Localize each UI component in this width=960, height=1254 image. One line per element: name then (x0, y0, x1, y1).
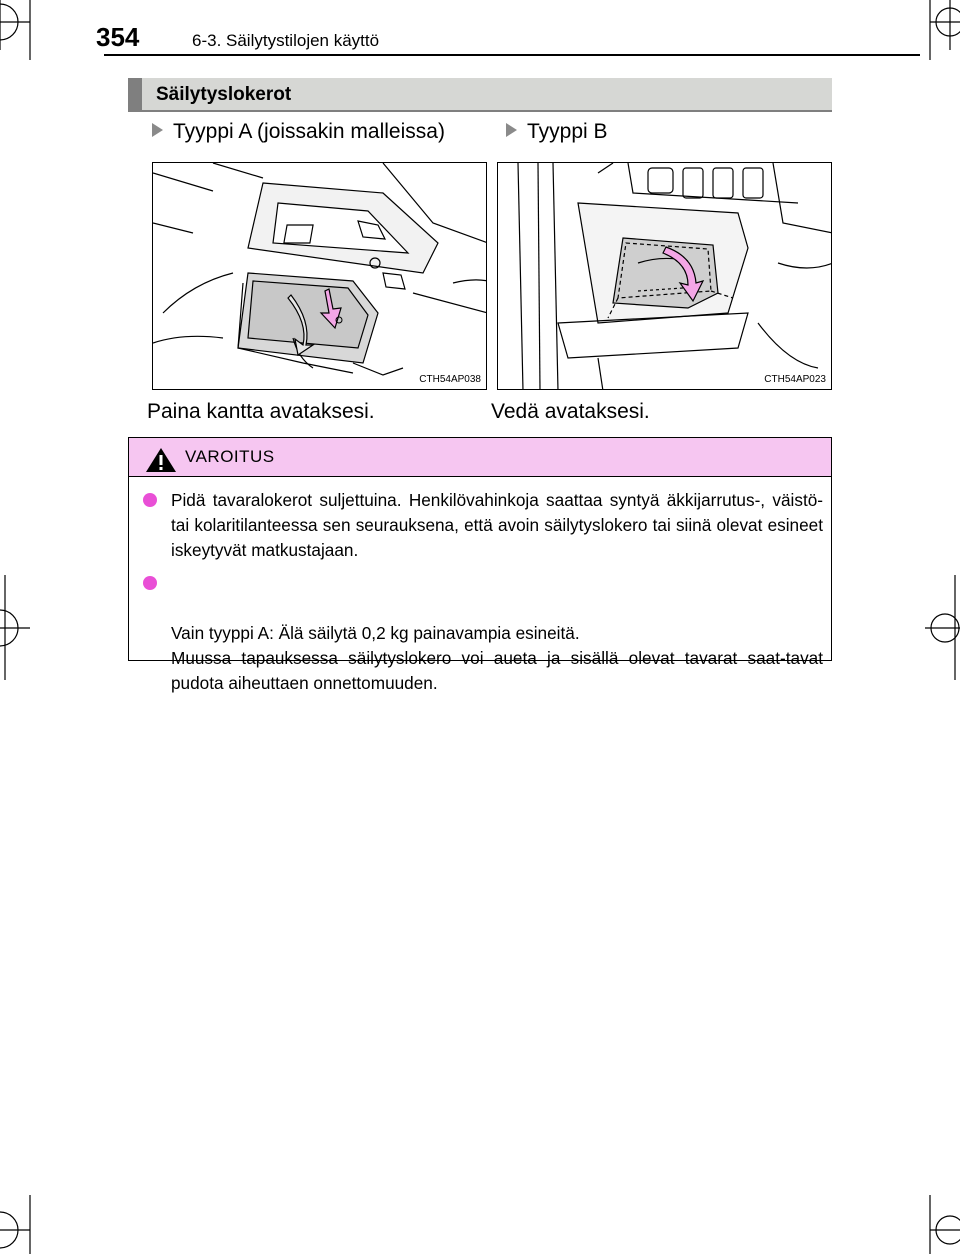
chapter-title: 6-3. Säilytystilojen käyttö (192, 31, 380, 50)
warning-title: VAROITUS (185, 447, 275, 466)
page-number: 354 (96, 22, 140, 52)
type-a-label-text: Tyyppi A (joissakin malleissa) (173, 120, 445, 143)
figure-code: CTH54AP023 (764, 374, 826, 385)
type-a-caption: Paina kantta avataksesi. (147, 400, 375, 423)
warning-item-text: Vain tyyppi A: Älä säilytä 0,2 kg painavampia esineitä. Muussa tapauksessa säilytyslokero voi aueta ja sisällä olevat tavarat saat-tavat pudota aiheuttaen onnettomuuden. (171, 623, 823, 693)
type-b-caption: Vedä avataksesi. (491, 400, 650, 423)
type-b-label-text: Tyyppi B (527, 120, 608, 143)
warning-item-text: Pidä tavaralokerot suljettuina. Henkilövahinkoja saattaa syntyä äkkijarrutus-, väistö- tai kolaritilanteessa sen seurauksena, että avoin säilytyslokero tai siinä olevat esineet iskeytyvät matkustajaan. (171, 490, 823, 560)
figure-code: CTH54AP038 (419, 374, 481, 385)
section-title: Säilytyslokerot (156, 84, 292, 105)
